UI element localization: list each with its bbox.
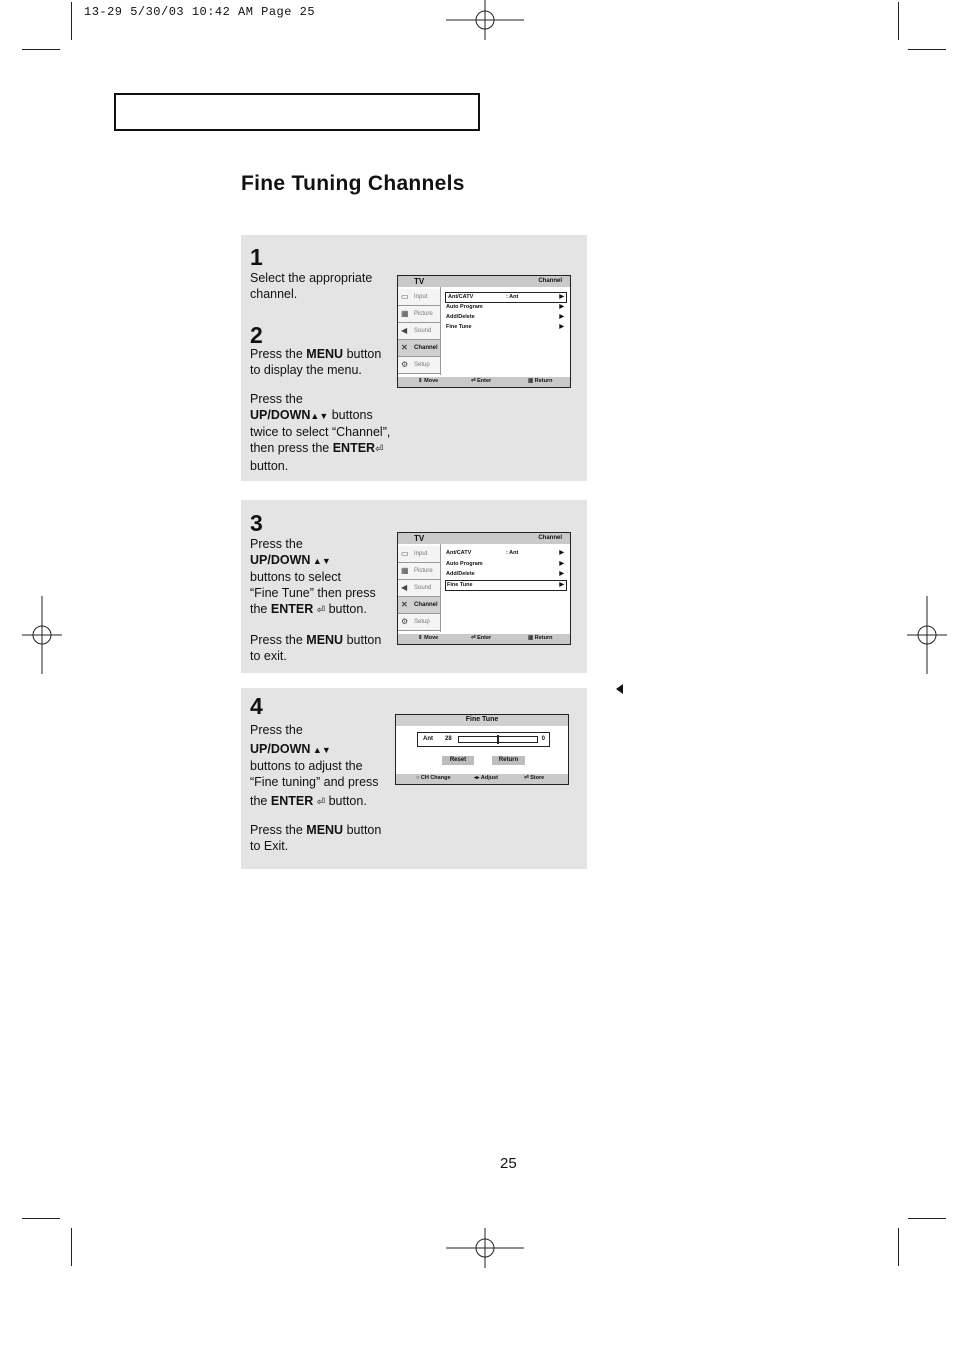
registration-mark-left [22, 596, 62, 674]
step-1-number: 1 [250, 244, 263, 270]
updown-keyword: UP/DOWN [250, 553, 311, 567]
move-icon: ⇕ [418, 378, 423, 384]
arrow-right-icon: ▶ [559, 550, 564, 556]
tv-menu-footer: ⇕ Move ⏎ Enter ▥ Return [398, 634, 570, 644]
step-2-text-menu: Press the MENU button to display the menu. [250, 347, 382, 377]
step-2-text-navigate: Press the UP/DOWN▲▼ buttons twice to select “Channel”, then press the ENTER⏎ button. [250, 392, 391, 473]
menu-keyword: MENU [306, 823, 344, 837]
step-3-number: 3 [250, 510, 263, 536]
input-icon: ▭ [401, 549, 409, 558]
fine-tune-screen [395, 714, 569, 785]
registration-mark-right [907, 596, 947, 674]
tv-sidebar-channel: ✕ Channel [398, 597, 440, 614]
step-3-exit-text: Press the MENU button to exit. [250, 633, 382, 663]
tv-sidebar-setup: ⚙ Setup [398, 357, 440, 374]
step-3-text: Press the UP/DOWN ▲▼ buttons to select “Fine Tune” then press the ENTER ⏎ button. [250, 537, 376, 616]
arrow-right-icon: ▶ [559, 304, 564, 310]
fine-tune-slider-thumb[interactable] [497, 735, 499, 744]
tv-row-auto-program: Auto Program ▶ [446, 304, 564, 310]
picture-icon: ▦ [401, 309, 409, 318]
updown-keyword: UP/DOWN [250, 742, 311, 756]
enter-icon: ⏎ [316, 797, 326, 808]
tv-sidebar-channel: ✕ Channel [398, 340, 440, 357]
tv-sidebar-sound: ◀ Sound [398, 323, 440, 340]
return-button[interactable]: Return [492, 756, 525, 765]
fine-tune-footer: ○ CH Change ◂▸ Adjust ⏎ Store [396, 774, 568, 784]
picture-icon: ▦ [401, 566, 409, 575]
tv-sidebar-picture: ▦ Picture [398, 306, 440, 323]
crop-mark [71, 2, 72, 40]
crop-mark [71, 1228, 72, 1266]
tv-menu-header-right: Channel [538, 278, 562, 284]
setup-icon: ⚙ [401, 617, 409, 626]
enter-keyword: ENTER [332, 441, 376, 455]
tv-row-antcatv: Ant/CATV : Ant ▶ [445, 292, 567, 303]
enter-keyword: ENTER [270, 794, 314, 808]
tv-menu-header-right: Channel [538, 535, 562, 541]
antenna-icon: ✕ [401, 600, 408, 609]
enter-icon: ⏎ [375, 444, 384, 455]
fine-tune-header: Fine Tune [396, 715, 568, 726]
updown-keyword: UP/DOWN [250, 408, 311, 422]
step-4-number: 4 [250, 693, 263, 719]
tv-row-fine-tune: Fine Tune ▶ [446, 324, 564, 330]
setup-icon: ⚙ [401, 360, 409, 369]
tv-sidebar-input: ▭ Input [398, 546, 440, 563]
arrow-right-icon: ▶ [559, 571, 564, 577]
speaker-icon: ◀ [401, 326, 408, 335]
menu-keyword: MENU [306, 633, 344, 647]
return-icon: ▥ [528, 635, 534, 641]
registration-mark-bottom [446, 1228, 524, 1268]
tv-menu-screen-2 [397, 532, 571, 645]
crop-mark [898, 2, 899, 40]
up-down-arrows-icon: ▲▼ [310, 411, 329, 421]
crop-mark [898, 1228, 899, 1266]
enter-icon: ⏎ [316, 605, 326, 616]
enter-keyword: ENTER [270, 602, 314, 616]
step-4-text: Press the UP/DOWN ▲▼ buttons to adjust the “Fine tuning” and press the ENTER ⏎ button. [250, 723, 379, 808]
tv-row-add-delete: Add/Delete ▶ [446, 571, 564, 577]
tv-menu-footer: ⇕ Move ⏎ Enter ▥ Return [398, 377, 570, 387]
arrow-right-icon: ▶ [559, 324, 564, 330]
step-1-text: Select the appropriate channel. [250, 271, 373, 301]
tv-row-fine-tune: Fine Tune ▶ [445, 580, 567, 591]
tv-row-antcatv: Ant/CATV : Ant ▶ [446, 550, 564, 556]
up-down-arrows-icon: ▲▼ [310, 556, 331, 566]
crop-mark [22, 1218, 60, 1219]
antenna-icon: ✕ [401, 343, 408, 352]
adjust-icon: ◂▸ [474, 775, 480, 781]
fine-tune-slider-row: Ant 28 0 [417, 732, 550, 747]
arrow-right-icon: ▶ [559, 294, 564, 300]
crop-mark [22, 49, 60, 50]
registration-mark-top [446, 0, 524, 40]
ch-change-icon: ○ [416, 775, 420, 781]
tv-sidebar-setup: ⚙ Setup [398, 614, 440, 631]
tv-row-add-delete: Add/Delete ▶ [446, 314, 564, 320]
step-2-number: 2 [250, 322, 263, 348]
arrow-right-icon: ▶ [559, 314, 564, 320]
chapter-header-box [114, 93, 480, 131]
tv-menu-screen-1 [397, 275, 571, 388]
arrow-right-icon: ▶ [559, 561, 564, 567]
enter-icon: ⏎ [471, 635, 476, 641]
return-icon: ▥ [528, 378, 534, 384]
tv-menu-header: TV [398, 276, 570, 287]
fine-tune-slider-track[interactable] [458, 736, 538, 743]
crop-mark [908, 49, 946, 50]
step-4-exit-text: Press the MENU button to Exit. [250, 823, 382, 853]
tv-menu-header: TV [398, 533, 570, 544]
page-number: 25 [500, 1155, 517, 1172]
menu-keyword: MENU [306, 347, 344, 361]
printer-slug: 13-29 5/30/03 10:42 AM Page 25 [84, 5, 316, 19]
tv-sidebar-sound: ◀ Sound [398, 580, 440, 597]
enter-icon: ⏎ [471, 378, 476, 384]
page-title: Fine Tuning Channels [241, 172, 465, 195]
tv-row-auto-program: Auto Program ▶ [446, 561, 564, 567]
crop-mark [908, 1218, 946, 1219]
arrow-right-icon: ▶ [559, 582, 564, 588]
tv-sidebar-picture: ▦ Picture [398, 563, 440, 580]
input-icon: ▭ [401, 292, 409, 301]
move-icon: ⇕ [418, 635, 423, 641]
reset-button[interactable]: Reset [442, 756, 474, 765]
speaker-icon: ◀ [401, 583, 408, 592]
store-icon: ⏎ [524, 775, 529, 781]
tv-sidebar-input: ▭ Input [398, 289, 440, 306]
triangle-left-icon [616, 684, 623, 694]
up-down-arrows-icon: ▲▼ [310, 745, 331, 755]
